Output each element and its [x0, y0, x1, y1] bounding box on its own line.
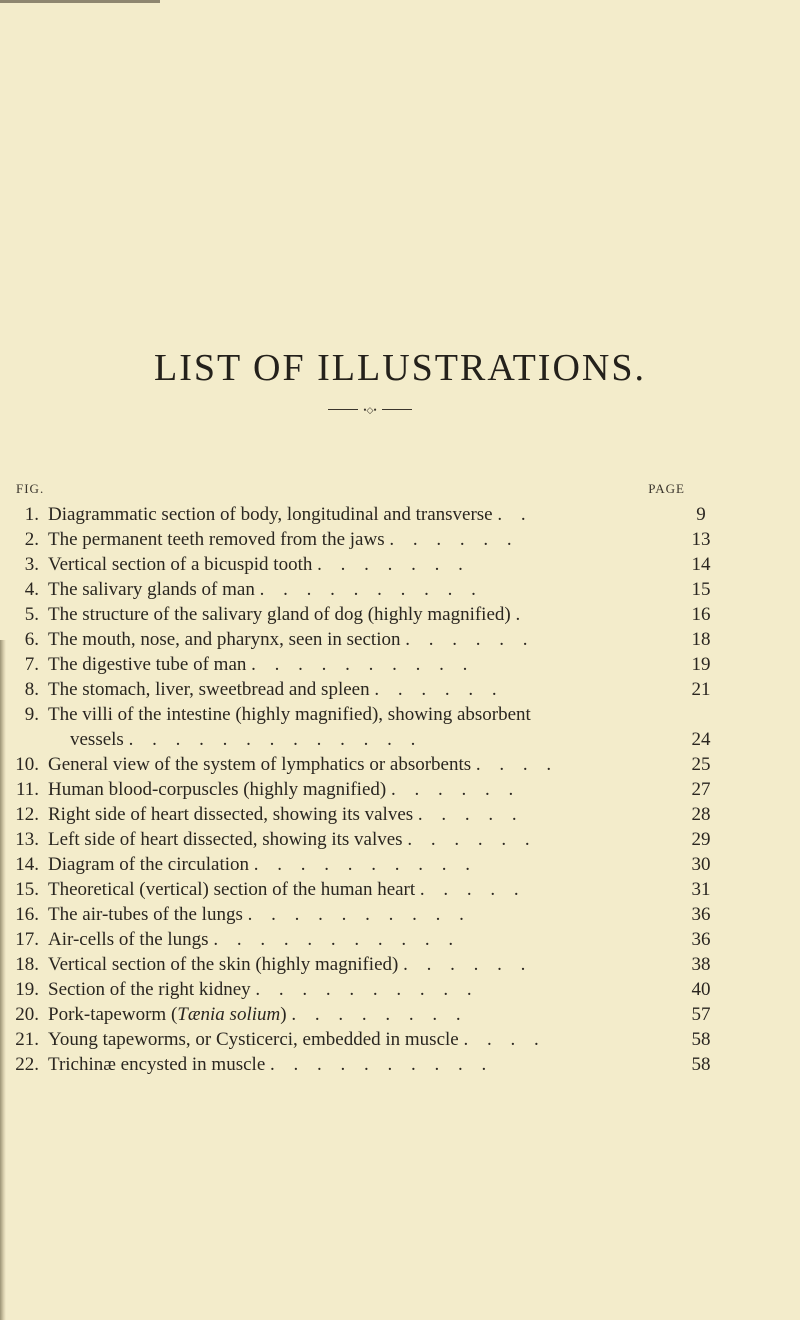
figure-title	[48, 802, 688, 827]
figure-title-text: Vertical section of the skin (highly magnified)	[48, 954, 399, 975]
figure-title	[48, 952, 688, 977]
figure-title-text: Section of the right kidney	[48, 979, 251, 1000]
page-number: 58	[691, 1054, 711, 1075]
figure-title-text: The mouth, nose, and pharynx, seen in section	[48, 629, 401, 650]
figure-number: 9.	[24, 704, 39, 725]
figure-title-text: The villi of the intestine (highly magnified), showing absorbent	[48, 704, 531, 725]
figure-number: 16.	[15, 904, 39, 925]
figure-title-text: The salivary glands of man	[48, 579, 255, 600]
list-item	[0, 952, 800, 977]
fig-column-header: FIG.	[16, 481, 45, 496]
figure-title-text: Left side of heart dissected, showing its valves	[48, 829, 403, 850]
figure-number: 1.	[24, 504, 39, 525]
figure-number: 22.	[15, 1054, 39, 1075]
list-item	[0, 877, 800, 902]
ornament-rule-right	[382, 409, 412, 410]
figure-number: 12.	[15, 804, 39, 825]
figure-title-text: Diagram of the circulation	[48, 854, 250, 875]
list-item	[0, 827, 800, 852]
page-number: 27	[691, 779, 711, 800]
page-number: 36	[691, 929, 711, 950]
leader-dots: . . . . . .	[405, 629, 535, 650]
page-number: 40	[691, 979, 711, 1000]
figure-title	[48, 502, 688, 527]
list-item	[0, 752, 800, 777]
figure-title	[48, 777, 688, 802]
leader-dots: . . . . . . . . . .	[270, 1054, 494, 1075]
leader-dots: . . . . . .	[374, 679, 504, 700]
leader-dots: . . . . . .	[407, 829, 537, 850]
leader-dots: . . . . . . . . . . . . .	[128, 729, 423, 750]
ornament-diamond-icon: •◇•	[363, 405, 377, 415]
figure-number: 7.	[24, 654, 39, 675]
page-number: 13	[691, 529, 711, 550]
list-item	[0, 977, 800, 1002]
list-item	[0, 577, 800, 602]
figure-title-text: The digestive tube of man	[48, 654, 247, 675]
leader-dots: . . . . . . .	[317, 554, 470, 575]
list-item	[0, 1027, 800, 1052]
figure-title-suffix: )	[280, 1004, 287, 1025]
figure-title-continuation	[48, 727, 688, 752]
page-number: 21	[691, 679, 711, 700]
leader-dots: . . . . . . . . . .	[259, 579, 483, 600]
figure-title	[48, 852, 688, 877]
page-number: 30	[691, 854, 711, 875]
figure-title	[48, 577, 688, 602]
figure-number: 20.	[15, 1004, 39, 1025]
page-number: 18	[691, 629, 711, 650]
figure-number: 17.	[15, 929, 39, 950]
leader-dots: . . . . . . . . . .	[247, 904, 471, 925]
list-item	[0, 627, 800, 652]
leader-dots: . . . .	[463, 1029, 546, 1050]
figure-number: 15.	[15, 879, 39, 900]
figure-title	[48, 977, 688, 1002]
figure-title-text: The air-tubes of the lungs	[48, 904, 243, 925]
page-number: 36	[691, 904, 711, 925]
page-number: 16	[691, 604, 711, 625]
figure-number: 2.	[24, 529, 39, 550]
figure-number: 4.	[24, 579, 39, 600]
figure-title	[48, 1052, 688, 1077]
leader-dots: . . . .	[475, 754, 559, 775]
leader-dots: .	[515, 604, 528, 625]
figure-title	[48, 552, 688, 577]
page-number: 19	[691, 654, 711, 675]
leader-dots: . . . . . . . . . .	[255, 979, 479, 1000]
page-number: 38	[691, 954, 711, 975]
list-item	[0, 852, 800, 877]
leader-dots: . . . . . . . . . . .	[213, 929, 461, 950]
list-item	[0, 1002, 800, 1027]
figure-title-text: The permanent teeth removed from the jaws	[48, 529, 385, 550]
list-item	[0, 902, 800, 927]
page-number: 15	[691, 579, 711, 600]
continuation-text: vessels	[70, 729, 124, 750]
figure-number: 21.	[15, 1029, 39, 1050]
figure-number: 3.	[24, 554, 39, 575]
figure-number: 13.	[15, 829, 39, 850]
figure-title-text: Diagrammatic section of body, longitudinal and transverse	[48, 504, 493, 525]
page-number: 9	[696, 504, 706, 525]
figure-title	[48, 902, 688, 927]
figure-title-text: Air-cells of the lungs	[48, 929, 209, 950]
list-item	[0, 652, 800, 677]
figure-title-text: Right side of heart dissected, showing its valves	[48, 804, 414, 825]
list-item	[0, 777, 800, 802]
leader-dots: . . . . .	[417, 804, 524, 825]
figure-title	[48, 527, 688, 552]
leader-dots: . . . . .	[419, 879, 526, 900]
figure-title	[48, 1027, 688, 1052]
page-number: 57	[691, 1004, 711, 1025]
figure-title	[48, 627, 688, 652]
figure-title	[48, 602, 688, 627]
list-item	[0, 502, 800, 527]
figure-title-text: The stomach, liver, sweetbread and spleen	[48, 679, 370, 700]
figure-number: 5.	[24, 604, 39, 625]
leader-dots: . . . . . . . .	[291, 1004, 468, 1025]
ornament-rule-left	[328, 409, 358, 410]
figure-title-text: The structure of the salivary gland of dog (highly magnified)	[48, 604, 511, 625]
figure-title-text: Vertical section of a bicuspid tooth	[48, 554, 313, 575]
title-ornament	[328, 405, 412, 415]
figure-title	[48, 827, 688, 852]
leader-dots: . . . . . .	[389, 529, 519, 550]
illustrations-list	[0, 502, 800, 1077]
figure-number: 6.	[24, 629, 39, 650]
list-item	[0, 602, 800, 627]
figure-title-italic: Tænia solium	[177, 1004, 281, 1025]
figure-number: 8.	[24, 679, 39, 700]
figure-title	[48, 877, 688, 902]
figure-title-text: General view of the system of lymphatics or absorbents	[48, 754, 472, 775]
figure-title	[48, 1002, 688, 1027]
leader-dots: . . . . . .	[403, 954, 533, 975]
figure-number: 18.	[15, 954, 39, 975]
page-number: 31	[691, 879, 711, 900]
list-item	[0, 527, 800, 552]
page-number: 14	[691, 554, 711, 575]
figure-title-text: Trichinæ encysted in muscle	[48, 1054, 266, 1075]
page-number: 25	[691, 754, 711, 775]
list-item	[0, 927, 800, 952]
figure-title	[48, 677, 688, 702]
page-number: 58	[691, 1029, 711, 1050]
figure-number: 19.	[15, 979, 39, 1000]
figure-title-text: Human blood-corpuscles (highly magnified)	[48, 779, 387, 800]
figure-title	[48, 652, 688, 677]
page-number: 29	[691, 829, 711, 850]
leader-dots: . . . . . . . . . .	[253, 854, 478, 875]
list-item	[0, 802, 800, 827]
figure-title-text: Pork-tapeworm (	[48, 1004, 178, 1025]
leader-dots: . . . . . .	[390, 779, 521, 800]
list-item	[0, 1052, 800, 1077]
leader-dots: . . . . . . . . . .	[251, 654, 475, 675]
figure-title	[48, 752, 688, 777]
figure-number: 11.	[15, 779, 39, 800]
page-column-header: PAGE	[648, 481, 685, 496]
page-number: 24	[691, 729, 711, 750]
figure-title-text: Theoretical (vertical) section of the human heart	[48, 879, 416, 900]
figure-number: 14.	[15, 854, 39, 875]
page-edge-top	[0, 0, 160, 3]
list-item	[0, 677, 800, 702]
figure-number: 10.	[15, 754, 39, 775]
leader-dots: . .	[497, 504, 533, 525]
figure-title	[48, 927, 688, 952]
figure-title	[48, 702, 688, 752]
page-title: LIST OF ILLUSTRATIONS.	[154, 347, 646, 389]
figure-title-text: Young tapeworms, or Cysticerci, embedded in muscle	[48, 1029, 459, 1050]
list-item	[0, 552, 800, 577]
page-number: 28	[691, 804, 711, 825]
list-item	[0, 702, 800, 752]
